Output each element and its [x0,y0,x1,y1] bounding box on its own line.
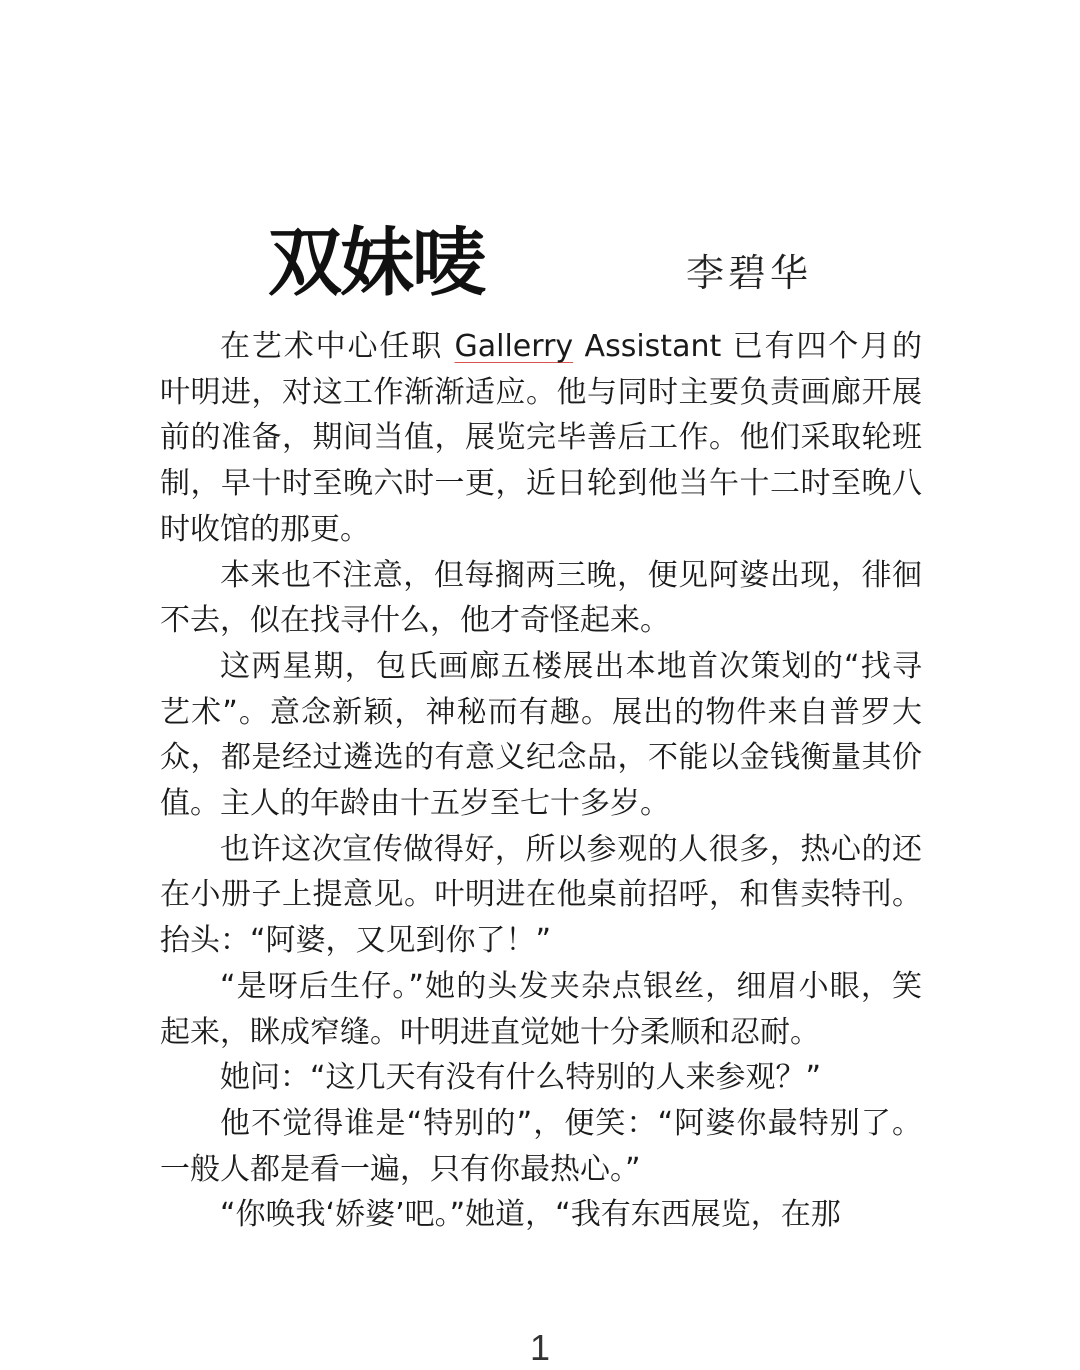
paragraph-5: “是呀后生仔。”她的头发夹杂点银丝，细眉小眼，笑起来，眯成窄缝。叶明进直觉她十分柔顺和忍耐。 [160,968,922,1050]
paragraph-6: 她问：“这几天有没有什么特别的人来参观？” [220,1060,822,1096]
paragraph-1-before: 在艺术中心任职 [220,329,455,364]
paragraph-1-after: Assistant 已有四个月的叶明进，对这工作渐渐适应。他与同时主要负责画廊开展前的准备，期间当值，展览完毕善后工作。他们采取轮班制，早十时至晚六时一更，近日轮到他当午十二时至晚八时收馆的那更。 [160,329,922,547]
paragraph-3: 这两星期，包氏画廊五楼展出本地首次策划的“找寻艺术”。意念新颖，神秘而有趣。展出的物件来自普罗大众，都是经过遴选的有意义纪念品，不能以金钱衡量其价值。主人的年龄由十五岁至七十多岁。 [160,648,922,822]
paragraph-8: “你唤我‘娇婆’吧。”她道，“我有东西展览，在那 [220,1197,841,1233]
author-name: 李碧华 [686,251,813,295]
paragraph-7: 他不觉得谁是“特别的”，便笑：“阿婆你最特别了。一般人都是看一遍，只有你最热心。” [160,1105,922,1187]
page-number: 1 [529,1327,551,1368]
paragraph-1 [160,324,922,553]
body-text [160,324,922,1238]
document-title: 双妹唛 [268,220,484,306]
paragraph-2: 本来也不注意，但每搁两三晚，便见阿婆出现，徘徊不去，似在找寻什么，他才奇怪起来。 [160,557,922,639]
underlined-word: Gallerry [454,329,574,364]
paragraph-4: 也许这次宣传做得好，所以参观的人很多，热心的还在小册子上提意见。叶明进在他桌前招呼，和售卖特刊。抬头：“阿婆，又见到你了！” [160,831,922,959]
